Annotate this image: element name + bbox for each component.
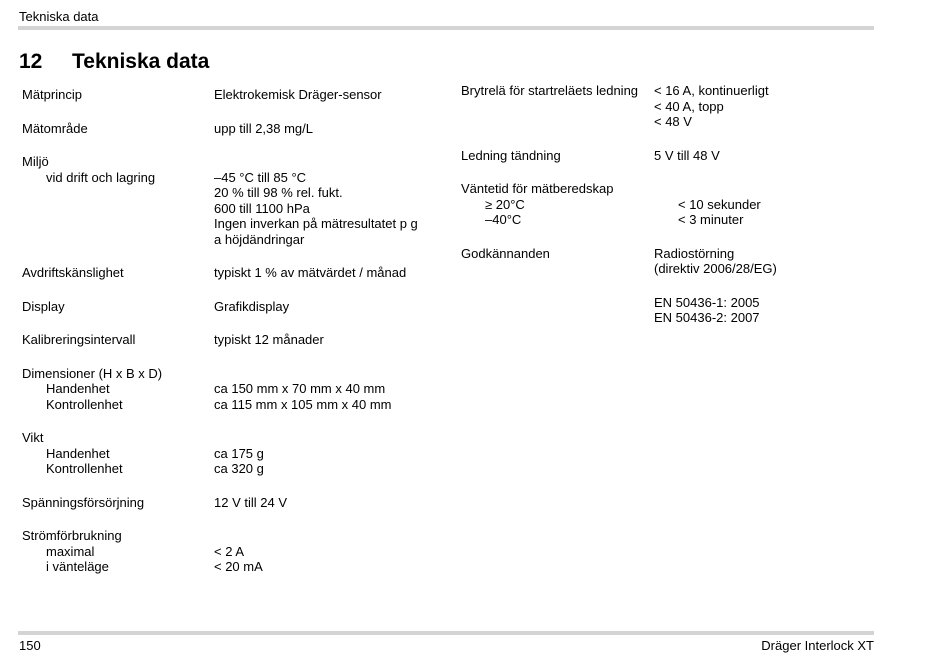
spec-label: Kontrollenhet	[46, 396, 123, 412]
spec-entry	[22, 495, 442, 511]
spec-values	[654, 83, 881, 130]
spec-value: ca 320 g	[214, 461, 264, 476]
spec-label: Strömförbrukning	[22, 528, 122, 543]
chapter-title: Tekniska data	[72, 50, 210, 73]
spec-entry	[461, 181, 881, 228]
spec-entry	[461, 148, 881, 164]
spec-subrow	[22, 397, 442, 413]
spec-label: maximal	[46, 543, 95, 559]
spec-value: 5 V till 48 V	[654, 147, 720, 163]
spec-column-left	[22, 87, 442, 593]
product-name: Dräger Interlock XT	[761, 638, 874, 653]
spec-row	[22, 154, 442, 170]
spec-column-right	[461, 83, 881, 344]
spec-value: Radiostörning	[654, 245, 735, 261]
spec-row	[461, 83, 881, 130]
spec-entry	[22, 121, 442, 137]
spec-values	[678, 197, 881, 213]
chapter-heading	[19, 50, 209, 74]
spec-subrow	[22, 446, 442, 462]
spec-label: Ledning tändning	[461, 147, 561, 163]
spec-values	[654, 246, 881, 277]
spec-subrow	[22, 381, 442, 397]
spec-row	[22, 495, 442, 511]
spec-entry	[22, 332, 442, 348]
spec-values	[214, 381, 442, 397]
spec-label	[461, 295, 654, 326]
spec-label: –40°C	[485, 212, 522, 227]
spec-label: Mätområde	[22, 120, 88, 136]
spec-subrow	[22, 559, 442, 575]
spec-values	[654, 148, 881, 164]
spec-label: ≥ 20°C	[485, 196, 525, 212]
spec-row	[461, 246, 881, 277]
spec-values	[214, 366, 442, 382]
spec-value: (direktiv 2006/28/EG)	[654, 261, 777, 276]
spec-value: < 3 minuter	[678, 212, 744, 227]
spec-value: Grafikdisplay	[214, 298, 290, 314]
spec-label: Brytrelä för startreläets ledning	[461, 83, 639, 98]
spec-value: 20 % till 98 % rel. fukt.	[214, 185, 343, 200]
spec-label: vid drift och lagring	[46, 169, 156, 185]
running-header: Tekniska data	[19, 9, 99, 24]
spec-label: Väntetid för mätberedskap	[461, 181, 614, 196]
spec-row	[22, 366, 442, 382]
spec-entry	[22, 528, 442, 575]
spec-label: Kontrollenhet	[46, 461, 123, 476]
spec-entry	[22, 299, 442, 315]
spec-values	[214, 332, 442, 348]
spec-value: < 20 mA	[214, 559, 263, 574]
spec-entry	[22, 430, 442, 477]
spec-value: ca 175 g	[214, 445, 264, 461]
spec-values	[654, 295, 881, 326]
spec-label: Vikt	[22, 430, 44, 445]
spec-value: < 2 A	[214, 543, 244, 559]
spec-label: Display	[22, 298, 65, 314]
spec-label: Kalibreringsintervall	[22, 332, 136, 347]
spec-row	[22, 332, 442, 348]
spec-label: Avdriftskänslighet	[22, 265, 124, 280]
spec-label: Handenhet	[46, 445, 110, 461]
spec-row	[22, 87, 442, 103]
spec-row	[22, 299, 442, 315]
spec-values	[214, 299, 442, 315]
spec-row	[22, 265, 442, 281]
spec-label: i vänteläge	[46, 559, 109, 574]
spec-values	[214, 87, 442, 103]
spec-values	[214, 544, 442, 560]
page-number: 150	[19, 638, 41, 653]
spec-value: 600 till 1100 hPa	[214, 200, 310, 216]
spec-entry	[22, 87, 442, 103]
spec-row	[22, 528, 442, 544]
spec-values	[214, 170, 442, 248]
spec-row	[461, 181, 881, 197]
spec-value: EN 50436-1: 2005	[654, 294, 760, 310]
spec-value: Elektrokemisk Dräger-sensor	[214, 87, 382, 102]
spec-subrow	[461, 212, 881, 228]
spec-values	[214, 559, 442, 575]
spec-values	[678, 212, 881, 228]
spec-row	[22, 121, 442, 137]
spec-entry	[22, 366, 442, 413]
spec-values	[214, 397, 442, 413]
spec-value: –45 °C till 85 °C	[214, 169, 307, 185]
spec-value: EN 50436-2: 2007	[654, 310, 760, 325]
spec-entry	[461, 83, 881, 130]
spec-values	[214, 461, 442, 477]
chapter-number: 12	[19, 50, 43, 73]
footer-rule	[18, 631, 874, 635]
spec-values	[214, 121, 442, 137]
spec-values	[654, 181, 881, 197]
spec-values	[214, 446, 442, 462]
spec-label: Handenhet	[46, 381, 110, 396]
spec-value: typiskt 12 månader	[214, 332, 324, 347]
spec-label: Miljö	[22, 154, 49, 169]
spec-entry	[22, 154, 442, 247]
spec-value: < 48 V	[654, 114, 692, 129]
spec-values	[214, 430, 442, 446]
spec-row	[461, 295, 881, 326]
spec-entry	[22, 265, 442, 281]
spec-value: < 10 sekunder	[678, 196, 761, 212]
spec-label: Godkännanden	[461, 245, 550, 261]
spec-value: 12 V till 24 V	[214, 494, 287, 510]
spec-subrow	[22, 461, 442, 477]
spec-values	[214, 265, 442, 281]
spec-label: Spänningsförsörjning	[22, 494, 145, 510]
spec-row	[461, 148, 881, 164]
spec-label: Dimensioner (H x B x D)	[22, 365, 163, 381]
header-rule	[18, 26, 874, 30]
spec-value: ca 150 mm x 70 mm x 40 mm	[214, 381, 386, 396]
spec-subrow	[22, 544, 442, 560]
spec-value: a höjdändringar	[214, 231, 305, 247]
spec-value: < 40 A, topp	[654, 98, 724, 114]
spec-value: < 16 A, kontinuerligt	[654, 83, 769, 98]
spec-label: Mätprincip	[22, 87, 82, 102]
spec-values	[214, 495, 442, 511]
spec-value: Ingen inverkan på mätresultatet p g	[214, 216, 418, 231]
spec-value: typiskt 1 % av mätvärdet / månad	[214, 265, 407, 280]
spec-entry	[461, 295, 881, 326]
spec-value: ca 115 mm x 105 mm x 40 mm	[214, 396, 392, 412]
spec-values	[214, 528, 442, 544]
spec-subrow	[22, 170, 442, 248]
spec-row	[22, 430, 442, 446]
spec-entry	[461, 246, 881, 277]
spec-values	[214, 154, 442, 170]
spec-value: upp till 2,38 mg/L	[214, 120, 314, 136]
spec-subrow	[461, 197, 881, 213]
